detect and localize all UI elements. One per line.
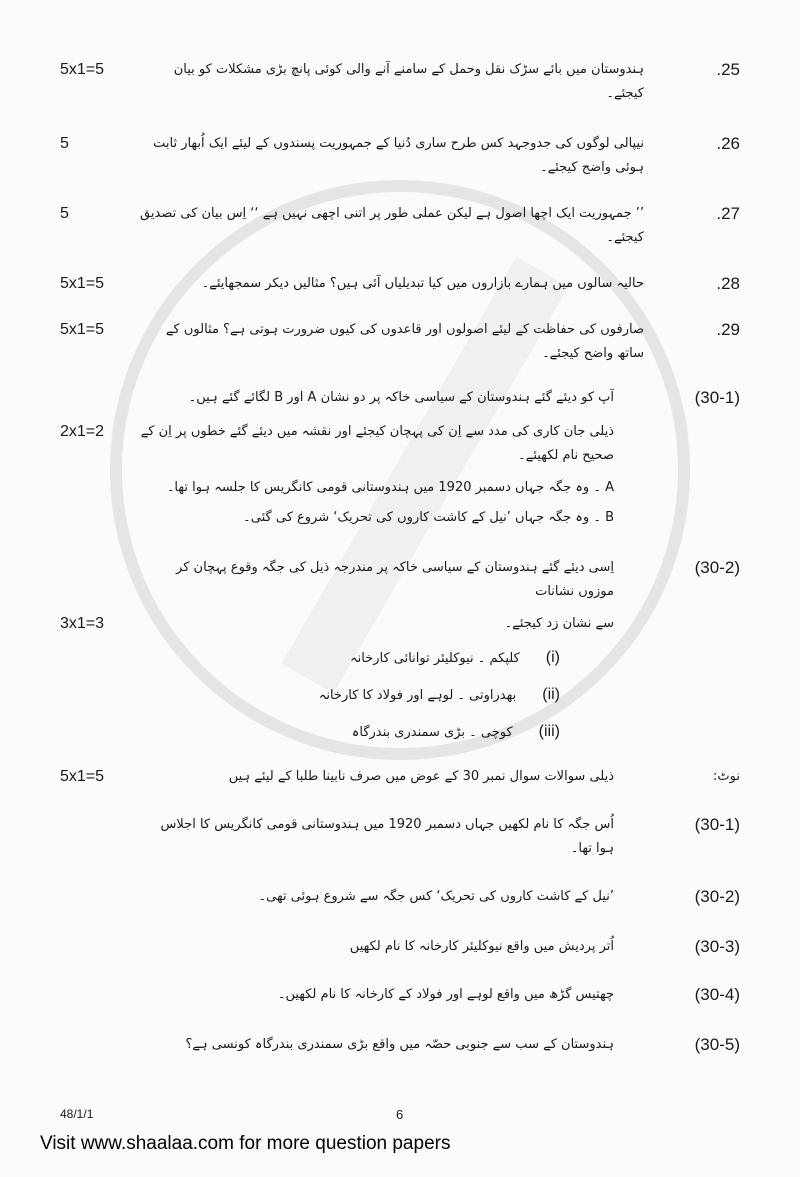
question-text: اُس جگہ کا نام لکھیں جہاں دسمبر 1920 میں ہندوستانی قومی کانگریس کا اجلاس ہوا تھا۔ bbox=[160, 817, 614, 856]
question-30-2-continued bbox=[60, 612, 740, 636]
sub-item bbox=[60, 720, 740, 745]
question-number: (30-2) bbox=[694, 558, 740, 577]
question-28 bbox=[60, 272, 740, 296]
marks: 3x1=3 bbox=[60, 615, 105, 632]
sub-item-text: کوچی ۔ بڑی سمندری بندرگاہ bbox=[351, 725, 513, 740]
question-number: (30-4) bbox=[694, 985, 740, 1004]
question-number: (30-1) bbox=[694, 388, 740, 407]
sub-item-text: کلپکم ۔ نیوکلیئر توانائی کارخانہ bbox=[349, 651, 520, 666]
note bbox=[60, 765, 740, 789]
sub-item-number: (iii) bbox=[538, 723, 560, 740]
question-text: ذیلی جان کاری کی مدد سے اِن کی پہچان کیجئے اور نقشہ میں دیئے گئے خطوں پر اِن کے صحیح نام لکھیئے۔ bbox=[140, 424, 614, 463]
question-text: اُتر پردیش میں واقع نیوکلیئر کارخانہ کا نام لکھیں bbox=[349, 939, 614, 954]
question-text: ’’ جمہوریت ایک اچھا اصول ہے لیکن عملی طور پر اتنی اچھی نہیں ہے ‘‘ اِس بیان کی تصدیق کیجئے۔ bbox=[140, 206, 644, 245]
sub-item bbox=[60, 683, 740, 708]
marks: 5x1=5 bbox=[60, 321, 105, 338]
marks: 5x1=5 bbox=[60, 768, 105, 785]
question-number: (30-1) bbox=[694, 815, 740, 834]
question-number: .29 bbox=[716, 320, 740, 339]
question-25 bbox=[60, 58, 740, 106]
question-text: ’نیل کے کاشت کاروں کی تحریک‘ کس جگہ سے شروع ہوئی تھی۔ bbox=[258, 889, 614, 904]
note-label: نوٹ: bbox=[713, 769, 740, 784]
question-27 bbox=[60, 202, 740, 250]
question-number: .27 bbox=[716, 204, 740, 223]
blind-question bbox=[60, 885, 740, 909]
question-number: (30-2) bbox=[694, 887, 740, 906]
question-text: چھتیس گڑھ میں واقع لوہے اور فولاد کے کارخانہ کا نام لکھیں۔ bbox=[277, 987, 614, 1002]
sub-item-text: بھدراوتی ۔ لوہے اور فولاد کا کارخانہ bbox=[318, 688, 517, 703]
question-30-1-instruction bbox=[60, 420, 740, 468]
blind-question bbox=[60, 1033, 740, 1057]
marks: 5 bbox=[60, 135, 69, 152]
question-number: .25 bbox=[716, 60, 740, 79]
part-a-row bbox=[60, 476, 740, 500]
marks: 2x1=2 bbox=[60, 423, 105, 440]
paper-code: 48/1/1 bbox=[60, 1107, 94, 1121]
marks: 5 bbox=[60, 205, 69, 222]
marks: 5x1=5 bbox=[60, 275, 105, 292]
question-30-2-map bbox=[60, 556, 740, 604]
question-text: حالیہ سالوں میں ہمارے بازاروں میں کیا تبدیلیاں آئی ہیں؟ مثالیں دیکر سمجھایئے۔ bbox=[201, 276, 644, 291]
question-text: اِسی دیئے گئے ہندوستان کے سیاسی خاکہ پر مندرجہ ذیل کی جگہ وقوع پہچان کر موزوں نشانات bbox=[176, 560, 614, 599]
question-text: سے نشان زد کیجئے۔ bbox=[504, 616, 614, 631]
part-b-row bbox=[60, 506, 740, 530]
question-number: (30-5) bbox=[694, 1035, 740, 1054]
question-text: ہندوستان میں بائے سڑک نقل وحمل کے سامنے آنے والی کوئی پانچ بڑی مشکلات کو بیان کیجئے۔ bbox=[173, 62, 644, 101]
question-text: آپ کو دیئے گئے ہندوستان کے سیاسی خاکہ پر دو نشان A اور B لگائے گئے ہیں۔ bbox=[188, 390, 614, 405]
question-number: .26 bbox=[716, 134, 740, 153]
question-26 bbox=[60, 132, 740, 180]
question-30-1-map bbox=[60, 386, 740, 410]
question-number: (30-3) bbox=[694, 937, 740, 956]
page-number: 6 bbox=[396, 1107, 404, 1122]
marks: 5x1=5 bbox=[60, 61, 105, 78]
part-b: B ۔ وہ جگہ جہاں ’نیل کے کاشت کاروں کی تحریک‘ شروع کی گئی۔ bbox=[243, 510, 614, 525]
question-29 bbox=[60, 318, 740, 366]
footer bbox=[0, 1107, 800, 1177]
note-text: ذیلی سوالات سوال نمبر 30 کے عوض میں صرف نابینا طلبا کے لیئے ہیں bbox=[228, 769, 614, 784]
part-a: A ۔ وہ جگہ جہاں دسمبر 1920 میں ہندوستانی قومی کانگریس کا جلسہ ہوا تھا۔ bbox=[166, 480, 614, 495]
blind-question bbox=[60, 983, 740, 1007]
question-text: صارفوں کی حفاظت کے لیئے اصولوں اور قاعدوں کی کیوں ضرورت ہوتی ہے؟ مثالوں کے ساتھ واضح کیجئے۔ bbox=[165, 322, 644, 361]
blind-question bbox=[60, 935, 740, 959]
question-number: .28 bbox=[716, 274, 740, 293]
visit-link[interactable]: Visit www.shaalaa.com for more question papers bbox=[40, 1133, 451, 1154]
sub-item-number: (ii) bbox=[542, 686, 560, 703]
sub-item-number: (i) bbox=[545, 649, 560, 666]
sub-item bbox=[60, 646, 740, 671]
question-text: ہندوستان کے سب سے جنوبی حصّہ میں واقع بڑی سمندری بندرگاہ کونسی ہے؟ bbox=[185, 1037, 614, 1052]
question-text: نیپالی لوگوں کی جدوجہد کس طرح ساری دُنیا کے جمہوریت پسندوں کے لیئے ایک اُبھار ثابت ہوئی واضح کیجئے۔ bbox=[153, 136, 644, 175]
blind-question bbox=[60, 813, 740, 861]
